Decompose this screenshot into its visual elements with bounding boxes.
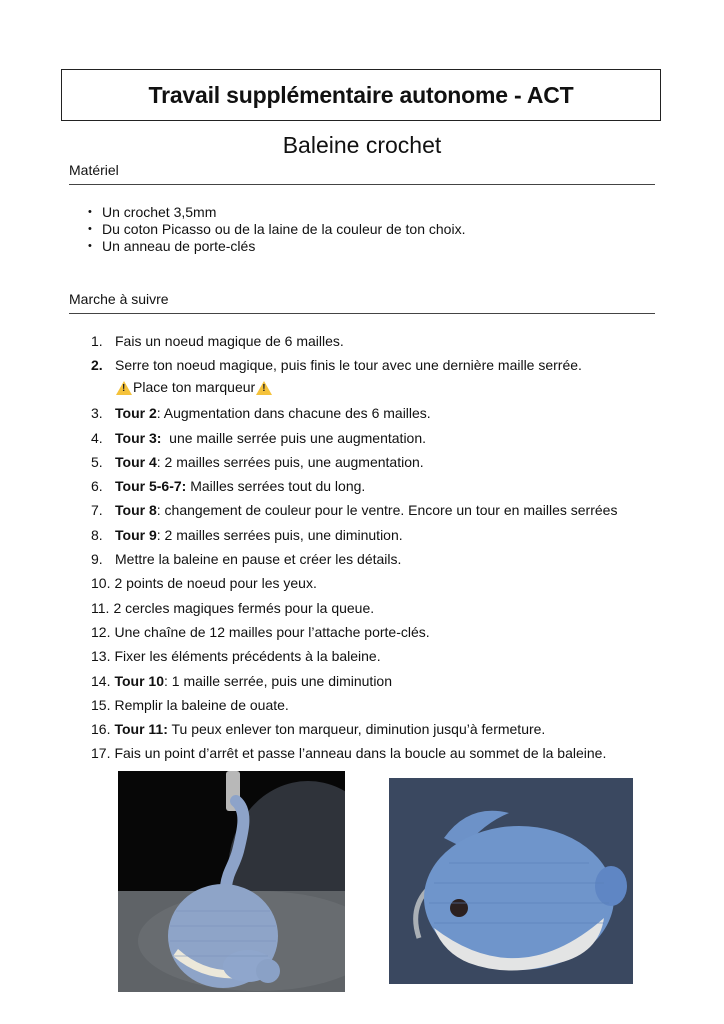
step-round-label: Tour 9 (115, 526, 157, 543)
warning-icon (256, 381, 272, 395)
material-text: Un crochet 3,5mm (102, 204, 217, 220)
step-item (91, 648, 701, 672)
step-item (91, 478, 701, 502)
step-number: 15. (91, 696, 111, 713)
step-text: Fais un noeud magique de 6 mailles. (115, 333, 344, 349)
step-number: 8. (91, 526, 103, 543)
step-item (91, 600, 701, 624)
step-number: 13. (91, 648, 111, 665)
step-number: 9. (91, 551, 103, 568)
step-text: : 2 mailles serrées puis, une augmentation. (156, 453, 424, 470)
step-item (91, 527, 701, 551)
step-number: 1. (91, 333, 103, 349)
material-text: Du coton Picasso ou de la laine de la couleur de ton choix. (102, 221, 466, 237)
step-item (91, 624, 701, 648)
step-text: : Augmentation dans chacune des 6 mailles. (156, 405, 431, 422)
list-item (88, 204, 465, 221)
photo-whale-side (389, 778, 633, 984)
step-number: 12. (91, 623, 111, 640)
marker-note (115, 379, 273, 396)
step-text: Serre ton noeud magique, puis finis le tour avec une dernière maille serrée. (115, 357, 582, 374)
step-text: Remplir la baleine de ouate. (114, 696, 289, 713)
step-item (91, 697, 701, 721)
bullet-icon: • (88, 206, 92, 218)
document-title: Travail supplémentaire autonome - ACT (148, 81, 574, 108)
step-text: Mettre la baleine en pause et créer les détails. (115, 551, 402, 568)
section-heading-materials: Matériel (69, 162, 655, 185)
step-number: 3. (91, 405, 103, 422)
step-item (91, 333, 701, 357)
step-round-label: Tour 5-6-7: (115, 478, 187, 495)
whale-side-illustration (389, 778, 633, 984)
step-item (91, 673, 701, 697)
photo-whale-hanging (118, 771, 345, 992)
step-number: 10. (91, 575, 111, 592)
step-item (91, 430, 701, 454)
step-item (91, 721, 701, 745)
step-number: 2. (91, 357, 103, 374)
step-text: Une chaîne de 12 mailles pour l’attache porte-clés. (114, 623, 430, 640)
bullet-icon: • (88, 223, 92, 235)
section-heading-steps: Marche à suivre (69, 291, 655, 314)
step-round-label: Tour 3: (115, 429, 162, 446)
step-item (91, 745, 701, 769)
step-item (91, 551, 701, 575)
step-number: 5. (91, 453, 103, 470)
step-number: 6. (91, 478, 103, 495)
step-number: 4. (91, 429, 103, 446)
step-text: Mailles serrées tout du long. (186, 478, 366, 495)
title-box (61, 69, 661, 121)
step-round-label: Tour 8 (115, 502, 157, 519)
step-item (91, 502, 701, 526)
step-text: Tu peux enlever ton marqueur, diminution jusqu’à fermeture. (167, 721, 546, 738)
step-number: 16. (91, 721, 111, 738)
step-text: 2 points de noeud pour les yeux. (114, 575, 317, 592)
step-text: 2 cercles magiques fermés pour la queue. (113, 599, 375, 616)
step-item (91, 405, 701, 429)
step-text: : changement de couleur pour le ventre. Encore un tour en mailles serrées (156, 502, 618, 519)
step-item (91, 454, 701, 478)
bullet-icon: • (88, 240, 92, 252)
step-item (91, 575, 701, 599)
step-text: une maille serrée puis une augmentation. (161, 429, 427, 446)
steps-list (91, 333, 701, 770)
step-number: 17. (91, 745, 111, 762)
step-number: 7. (91, 502, 103, 519)
list-item (88, 238, 465, 255)
materials-list (88, 204, 465, 255)
warning-icon (116, 381, 132, 395)
document-subtitle: Baleine crochet (282, 132, 442, 158)
step-round-label: Tour 10 (114, 672, 164, 689)
step-number: 14. (91, 672, 111, 689)
step-round-label: Tour 11: (114, 721, 168, 738)
step-text: : 1 maille serrée, puis une diminution (164, 672, 393, 689)
step-text: : 2 mailles serrées puis, une diminution. (156, 526, 403, 543)
step-number: 11. (91, 599, 110, 616)
step-round-label: Tour 2 (115, 405, 157, 422)
marker-note-text: Place ton marqueur (133, 379, 256, 396)
step-text: Fais un point d’arrêt et passe l’anneau dans la boucle au sommet de la baleine. (114, 745, 607, 762)
step-item (91, 357, 701, 405)
whale-hanging-illustration (118, 771, 345, 992)
material-text: Un anneau de porte-clés (102, 238, 256, 254)
list-item (88, 221, 465, 238)
step-round-label: Tour 4 (115, 453, 157, 470)
step-text: Fixer les éléments précédents à la baleine. (114, 648, 381, 665)
